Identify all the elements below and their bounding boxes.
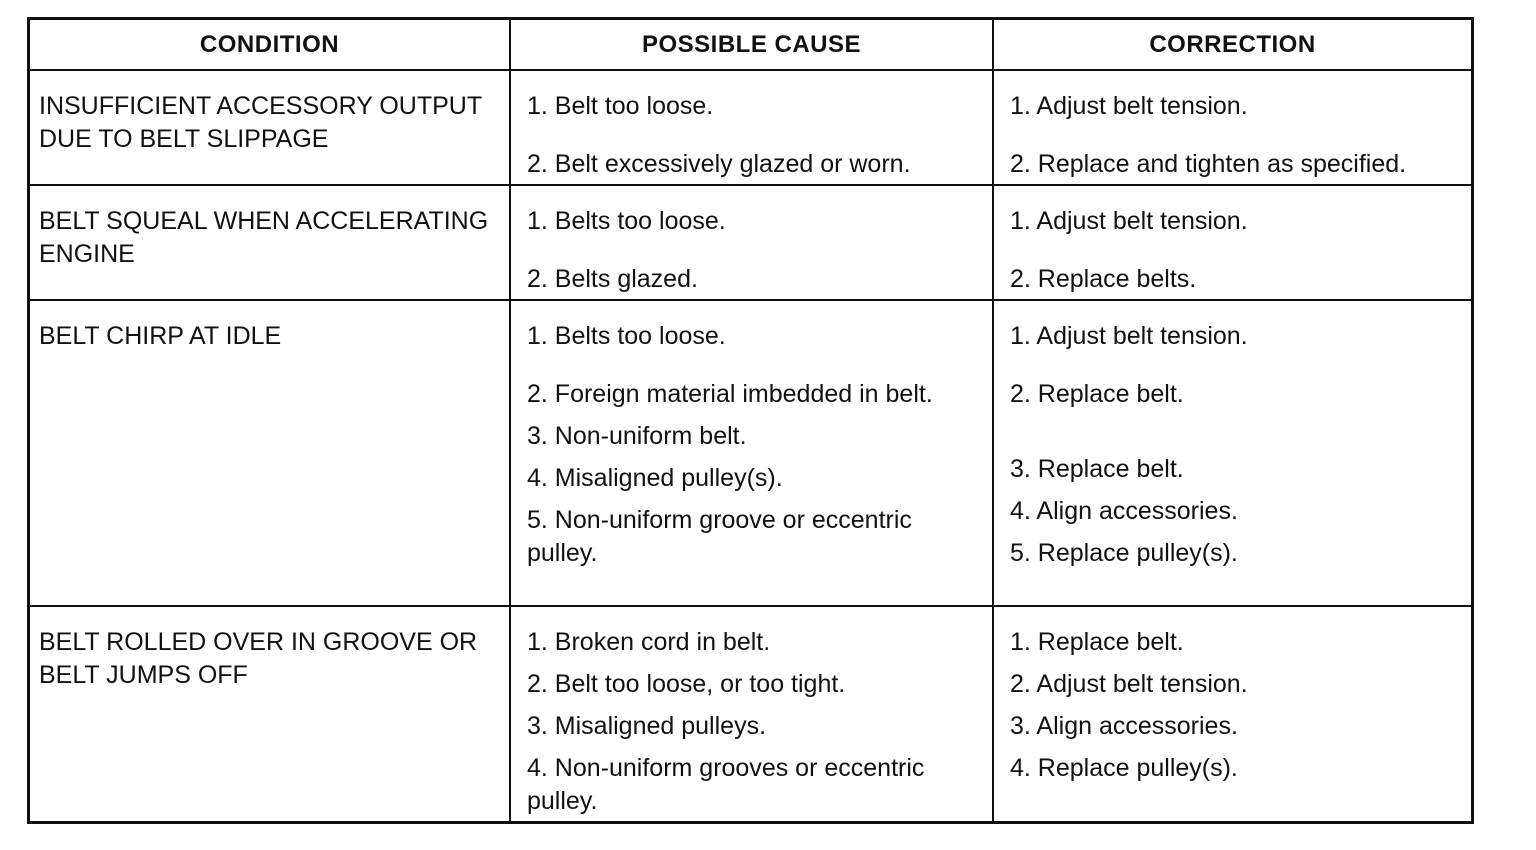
correction-item: 5. Replace pulley(s). <box>1010 539 1238 567</box>
correction-item: 3. Replace belt. <box>1010 455 1184 483</box>
cause-item: 1. Belts too loose. <box>527 207 726 235</box>
cause-item: 3. Misaligned pulleys. <box>527 712 767 740</box>
cause-item: 2. Belt too loose, or too tight. <box>527 670 846 698</box>
correction-item: 3. Align accessories. <box>1010 712 1238 740</box>
correction-item: 4. Align accessories. <box>1010 497 1238 525</box>
correction-item: 2. Replace and tighten as specified. <box>1010 150 1407 178</box>
cause-item: 1. Broken cord in belt. <box>527 628 771 656</box>
condition-cell: BELT CHIRP AT IDLE <box>30 301 511 607</box>
correction-item: 2. Adjust belt tension. <box>1010 670 1248 698</box>
correction-item: 1. Adjust belt tension. <box>1010 322 1248 350</box>
correction-item: 1. Adjust belt tension. <box>1010 207 1248 235</box>
correction-cell <box>994 301 1471 607</box>
correction-item: 2. Replace belt. <box>1010 380 1184 408</box>
correction-cell <box>994 71 1471 186</box>
cause-item: 1. Belts too loose. <box>527 322 726 350</box>
cause-item: 4. Non-uniform grooves or eccentric pulley. <box>527 754 925 815</box>
cause-item: 4. Misaligned pulley(s). <box>527 464 783 492</box>
cause-cell <box>511 186 994 301</box>
condition-cell: BELT SQUEAL WHEN ACCELERATING ENGINE <box>30 186 511 301</box>
cause-cell <box>511 607 994 821</box>
cause-cell <box>511 301 994 607</box>
correction-item: 4. Replace pulley(s). <box>1010 754 1238 782</box>
cause-item: 2. Foreign material imbedded in belt. <box>527 380 933 408</box>
cause-cell <box>511 71 994 186</box>
cause-item: 2. Belt excessively glazed or worn. <box>527 150 911 178</box>
correction-item: 2. Replace belts. <box>1010 265 1197 293</box>
troubleshooting-table <box>27 17 1474 824</box>
correction-item: 1. Adjust belt tension. <box>1010 92 1248 120</box>
header-condition: CONDITION <box>30 20 511 71</box>
header-correction: CORRECTION <box>994 20 1471 71</box>
condition-cell: BELT ROLLED OVER IN GROOVE OR BELT JUMPS OFF <box>30 607 511 821</box>
condition-cell: INSUFFICIENT ACCESSORY OUTPUT DUE TO BELT SLIPPAGE <box>30 71 511 186</box>
correction-cell <box>994 607 1471 821</box>
correction-item: 1. Replace belt. <box>1010 628 1184 656</box>
cause-item: 1. Belt too loose. <box>527 92 714 120</box>
cause-item: 3. Non-uniform belt. <box>527 422 747 450</box>
cause-item: 2. Belts glazed. <box>527 265 698 293</box>
cause-item: 5. Non-uniform groove or eccentric pulley. <box>527 506 912 567</box>
correction-cell <box>994 186 1471 301</box>
header-possible-cause: POSSIBLE CAUSE <box>511 20 994 71</box>
